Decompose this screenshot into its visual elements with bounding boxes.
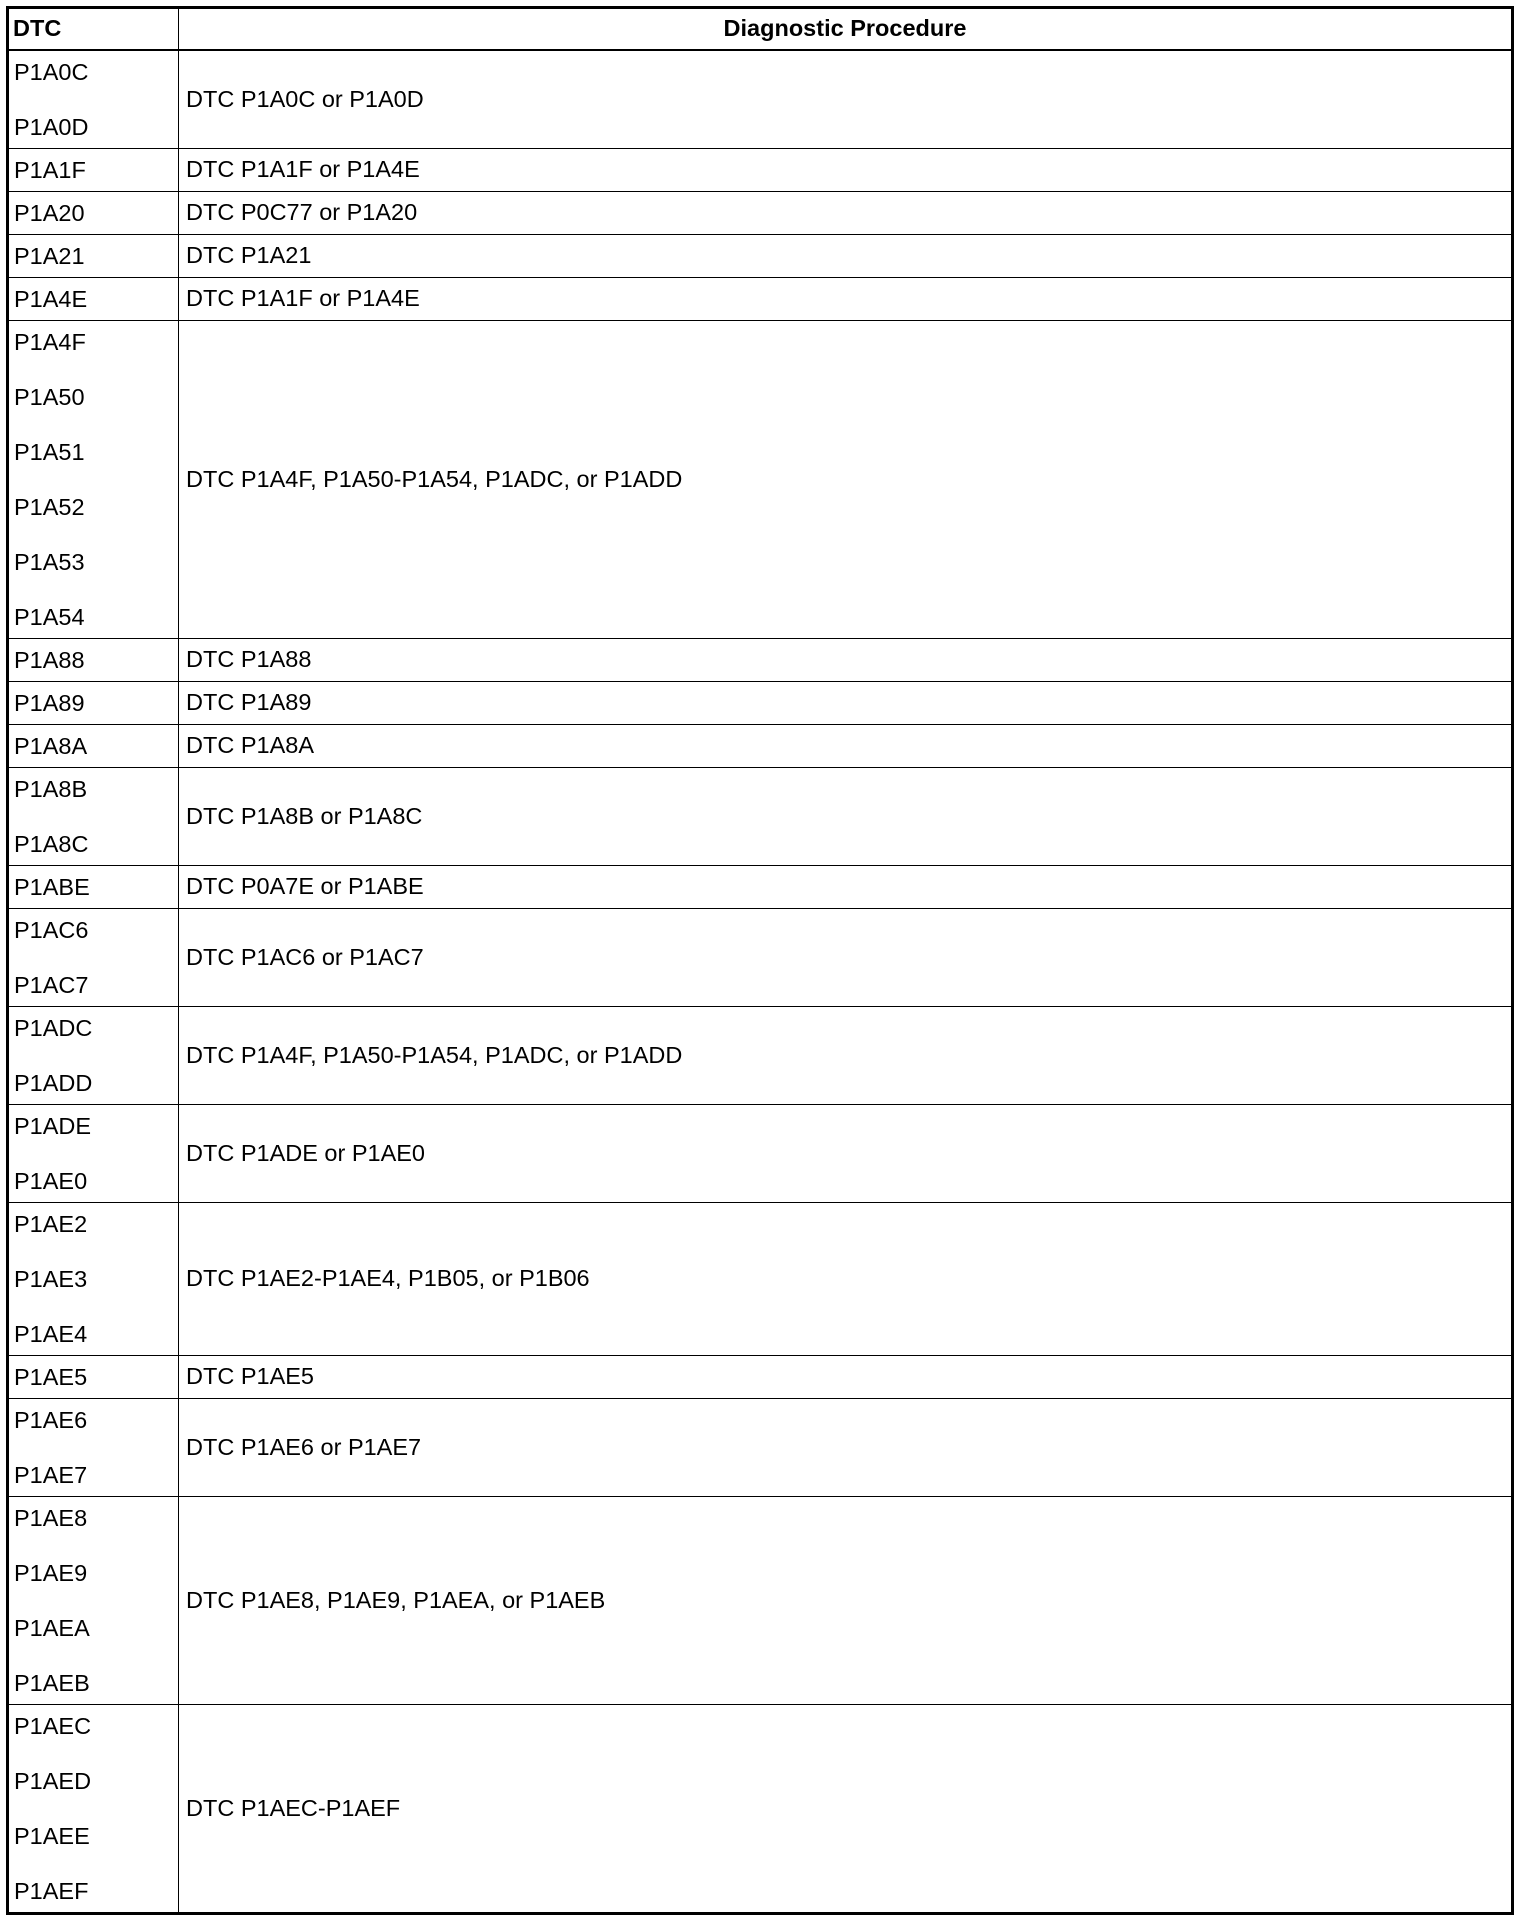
dtc-codes-cell bbox=[8, 149, 179, 192]
table-row bbox=[8, 1105, 1513, 1203]
dtc-codes-cell bbox=[8, 1356, 179, 1399]
table-header bbox=[8, 8, 1513, 51]
dtc-code: P1A54 bbox=[14, 604, 85, 630]
diagnostic-procedure-cell: DTC P1A8B or P1A8C bbox=[179, 768, 1513, 866]
dtc-code: P1A53 bbox=[14, 549, 85, 575]
diagnostic-procedure-cell: DTC P1A0C or P1A0D bbox=[179, 50, 1513, 149]
dtc-codes-cell bbox=[8, 1105, 179, 1203]
table-row bbox=[8, 639, 1513, 682]
dtc-code: P1A1F bbox=[14, 157, 86, 183]
dtc-code: P1A20 bbox=[14, 200, 85, 226]
table-row bbox=[8, 1399, 1513, 1497]
table-body bbox=[8, 50, 1513, 1914]
dtc-code: P1A4E bbox=[14, 286, 88, 312]
table-row bbox=[8, 866, 1513, 909]
procedure-column-header: Diagnostic Procedure bbox=[179, 8, 1513, 51]
dtc-codes-cell bbox=[8, 682, 179, 725]
dtc-code: P1ADD bbox=[14, 1070, 93, 1096]
table-row bbox=[8, 278, 1513, 321]
table-row bbox=[8, 682, 1513, 725]
dtc-code: P1A8C bbox=[14, 831, 89, 857]
dtc-codes-cell bbox=[8, 1399, 179, 1497]
table-row bbox=[8, 1356, 1513, 1399]
diagnostic-procedure-cell: DTC P1ADE or P1AE0 bbox=[179, 1105, 1513, 1203]
dtc-code: P1A8A bbox=[14, 733, 88, 759]
dtc-code: P1A8B bbox=[14, 776, 88, 802]
dtc-code: P1AE9 bbox=[14, 1560, 88, 1586]
dtc-code: P1A0C bbox=[14, 59, 89, 85]
diagnostic-procedure-cell: DTC P1AE8, P1AE9, P1AEA, or P1AEB bbox=[179, 1497, 1513, 1705]
dtc-code: P1A0D bbox=[14, 114, 89, 140]
dtc-code: P1AEE bbox=[14, 1823, 90, 1849]
diagnostic-procedure-cell: DTC P0C77 or P1A20 bbox=[179, 192, 1513, 235]
dtc-code: P1AED bbox=[14, 1768, 92, 1794]
table-row bbox=[8, 909, 1513, 1007]
dtc-code: P1AEF bbox=[14, 1878, 89, 1904]
diagnostic-procedure-cell: DTC P1AC6 or P1AC7 bbox=[179, 909, 1513, 1007]
diagnostic-procedure-cell: DTC P1AE5 bbox=[179, 1356, 1513, 1399]
table-row bbox=[8, 725, 1513, 768]
dtc-codes-cell bbox=[8, 1705, 179, 1914]
dtc-codes-cell bbox=[8, 321, 179, 639]
table-row bbox=[8, 50, 1513, 149]
dtc-code: P1AC7 bbox=[14, 972, 89, 998]
dtc-codes-cell bbox=[8, 639, 179, 682]
dtc-codes-cell bbox=[8, 1203, 179, 1356]
dtc-codes-cell bbox=[8, 866, 179, 909]
dtc-code: P1A89 bbox=[14, 690, 85, 716]
diagnostic-procedure-cell: DTC P1A88 bbox=[179, 639, 1513, 682]
dtc-code: P1AEB bbox=[14, 1670, 90, 1696]
diagnostic-procedure-cell: DTC P0A7E or P1ABE bbox=[179, 866, 1513, 909]
dtc-codes-cell bbox=[8, 768, 179, 866]
diagnostic-procedure-cell: DTC P1A4F, P1A50-P1A54, P1ADC, or P1ADD bbox=[179, 321, 1513, 639]
dtc-column-header: DTC bbox=[8, 8, 179, 51]
dtc-code: P1AE3 bbox=[14, 1266, 88, 1292]
dtc-codes-cell bbox=[8, 278, 179, 321]
diagnostic-procedure-cell: DTC P1AE2-P1AE4, P1B05, or P1B06 bbox=[179, 1203, 1513, 1356]
dtc-code: P1AE2 bbox=[14, 1211, 88, 1237]
dtc-code: P1AE0 bbox=[14, 1168, 88, 1194]
table-row bbox=[8, 192, 1513, 235]
dtc-code: P1A88 bbox=[14, 647, 85, 673]
dtc-codes-cell bbox=[8, 1497, 179, 1705]
table-row bbox=[8, 321, 1513, 639]
dtc-code: P1A51 bbox=[14, 439, 85, 465]
dtc-code: P1A4F bbox=[14, 329, 86, 355]
dtc-code: P1A21 bbox=[14, 243, 85, 269]
dtc-codes-cell bbox=[8, 50, 179, 149]
dtc-codes-cell bbox=[8, 725, 179, 768]
diagnostic-procedure-cell: DTC P1A89 bbox=[179, 682, 1513, 725]
dtc-codes-cell bbox=[8, 909, 179, 1007]
dtc-codes-cell bbox=[8, 1007, 179, 1105]
dtc-code: P1A50 bbox=[14, 384, 85, 410]
diagnostic-procedure-cell: DTC P1A4F, P1A50-P1A54, P1ADC, or P1ADD bbox=[179, 1007, 1513, 1105]
dtc-table bbox=[6, 6, 1514, 1915]
diagnostic-procedure-cell: DTC P1A1F or P1A4E bbox=[179, 278, 1513, 321]
dtc-code: P1A52 bbox=[14, 494, 85, 520]
diagnostic-procedure-cell: DTC P1A21 bbox=[179, 235, 1513, 278]
diagnostic-procedure-cell: DTC P1A8A bbox=[179, 725, 1513, 768]
dtc-code: P1AE6 bbox=[14, 1407, 88, 1433]
diagnostic-procedure-cell: DTC P1A1F or P1A4E bbox=[179, 149, 1513, 192]
dtc-code: P1AE8 bbox=[14, 1505, 88, 1531]
table-row bbox=[8, 1497, 1513, 1705]
dtc-code: P1AC6 bbox=[14, 917, 89, 943]
table-row bbox=[8, 1203, 1513, 1356]
table-row bbox=[8, 768, 1513, 866]
dtc-codes-cell bbox=[8, 192, 179, 235]
diagnostic-procedure-cell: DTC P1AE6 or P1AE7 bbox=[179, 1399, 1513, 1497]
dtc-code: P1AE7 bbox=[14, 1462, 88, 1488]
dtc-code: P1AEC bbox=[14, 1713, 92, 1739]
dtc-code: P1AE4 bbox=[14, 1321, 88, 1347]
diagnostic-procedure-cell: DTC P1AEC-P1AEF bbox=[179, 1705, 1513, 1914]
dtc-code: P1AEA bbox=[14, 1615, 90, 1641]
table-row bbox=[8, 1007, 1513, 1105]
table-row bbox=[8, 1705, 1513, 1914]
dtc-codes-cell bbox=[8, 235, 179, 278]
dtc-code: P1ADC bbox=[14, 1015, 93, 1041]
table-row bbox=[8, 235, 1513, 278]
table-row bbox=[8, 149, 1513, 192]
dtc-code: P1AE5 bbox=[14, 1364, 88, 1390]
header-row bbox=[8, 8, 1513, 51]
dtc-code: P1ABE bbox=[14, 874, 90, 900]
dtc-code: P1ADE bbox=[14, 1113, 92, 1139]
